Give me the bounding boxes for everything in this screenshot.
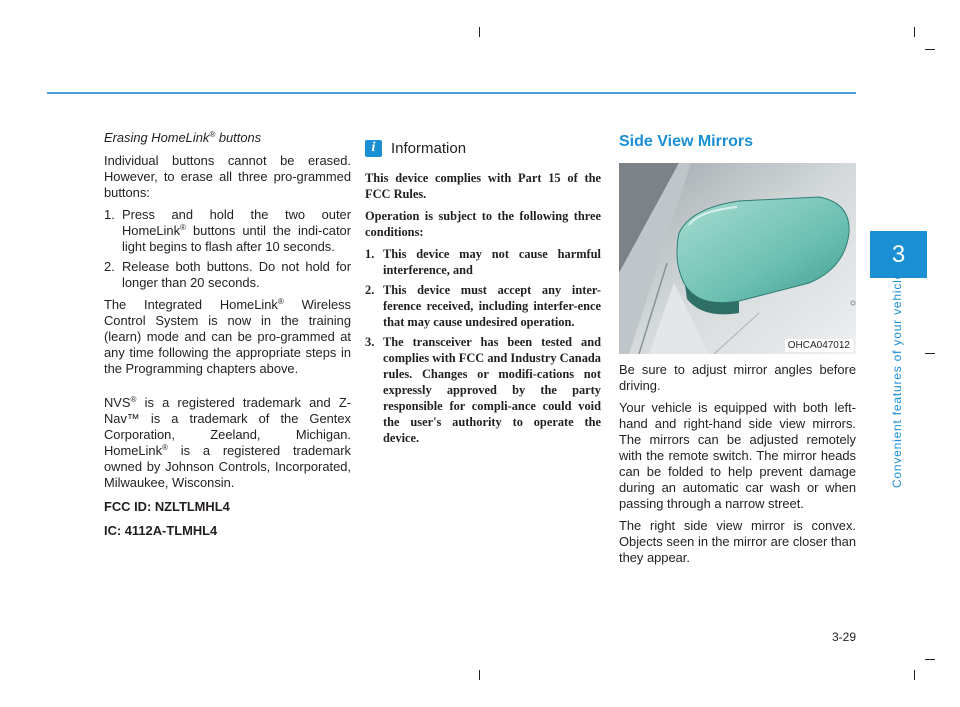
trademark-paragraph: NVS® is a registered trademark and Z-Nav™ is a trademark of the Gentex Corporation, Zeeland, Michigan. HomeLink® is a registered trademark owned by Johnson Controls, Incorporated, Milwaukee, Wisconsin. (104, 395, 351, 490)
list-item (104, 207, 351, 255)
erasing-subheading (104, 130, 351, 146)
list-text: The transceiver has been tested and complies with FCC and Industry Canada rules. Changes or modifi-cations not expressly approved by the party responsible for compli-ance could void the user's authority to operate the device. (383, 335, 601, 445)
info-line-1: This device complies with Part 15 of the FCC Rules. (365, 171, 601, 201)
list-item (365, 282, 601, 330)
crop-mark (925, 49, 935, 50)
fcc-id: FCC ID: NZLTLMHL4 (104, 499, 230, 514)
mirrors-paragraph-1: Be sure to adjust mirror angles before driving. (619, 362, 856, 393)
info-conditions (365, 246, 601, 446)
column-mirrors (619, 130, 856, 572)
side-mirror-illustration (619, 163, 856, 354)
page-number: 3-29 (831, 630, 856, 644)
mirrors-paragraph-2: Your vehicle is equipped with both left-hand and right-hand side view mirrors. The mirrors can be adjusted remotely with the remote switch. The mirror heads can be folded to help prevent damage during an automatic car wash or when passing through a narrow street. (619, 400, 856, 511)
crop-mark (925, 659, 935, 660)
column-information (365, 132, 601, 450)
chapter-tab (870, 231, 927, 278)
training-paragraph: The Integrated HomeLink® Wireless Control System is now in the training (learn) mode and can be pro-grammed at any time following the appropriate steps in the Programming chapters above. (104, 297, 352, 376)
section-title: Side View Mirrors (619, 133, 753, 150)
list-text: This device may not cause harmful interference, and (383, 247, 601, 277)
list-number: 2. (365, 283, 375, 297)
list-number: 2. (104, 259, 115, 274)
mirrors-paragraph-3: The right side view mirror is convex. Objects seen in the mirror are closer than they appear. (619, 518, 856, 565)
mirror-figure (619, 163, 856, 354)
list-text: Press and hold the two outer HomeLink® buttons until the indi-cator light begins to flash after 10 seconds. (122, 207, 351, 254)
list-item (104, 259, 351, 291)
column-homelink (104, 130, 351, 545)
info-line-2: Operation is subject to the following three conditions: (365, 209, 601, 239)
info-i-icon: i (365, 140, 382, 157)
list-text: Release both buttons. Do not hold for longer than 20 seconds. (122, 259, 351, 290)
information-heading (365, 137, 601, 159)
erasing-subheading-text: Erasing HomeLink® buttons (104, 130, 262, 145)
list-number: 3. (365, 335, 375, 349)
information-title: Information (391, 139, 467, 157)
list-text: This device must accept any inter-ference received, including interfer-ence that may cause undesired operation. (383, 283, 601, 329)
list-item (365, 246, 601, 278)
header-rule (47, 92, 856, 94)
ic-number: IC: 4112A-TLMHL4 (104, 523, 218, 538)
figure-code: OHCA047012 (785, 339, 853, 352)
list-number: 1. (365, 247, 375, 261)
crop-mark (914, 27, 915, 37)
list-number: 1. (104, 207, 115, 222)
chapter-number: 3 (891, 240, 906, 268)
crop-mark (479, 670, 480, 680)
erasing-intro: Individual buttons cannot be erased. However, to erase all three pro-grammed buttons: (104, 153, 351, 200)
chapter-title: Convenient features of your vehicle (890, 271, 904, 489)
crop-mark (925, 353, 935, 354)
erasing-steps (104, 207, 351, 291)
crop-mark (479, 27, 480, 37)
list-item (365, 334, 601, 446)
crop-mark (914, 670, 915, 680)
